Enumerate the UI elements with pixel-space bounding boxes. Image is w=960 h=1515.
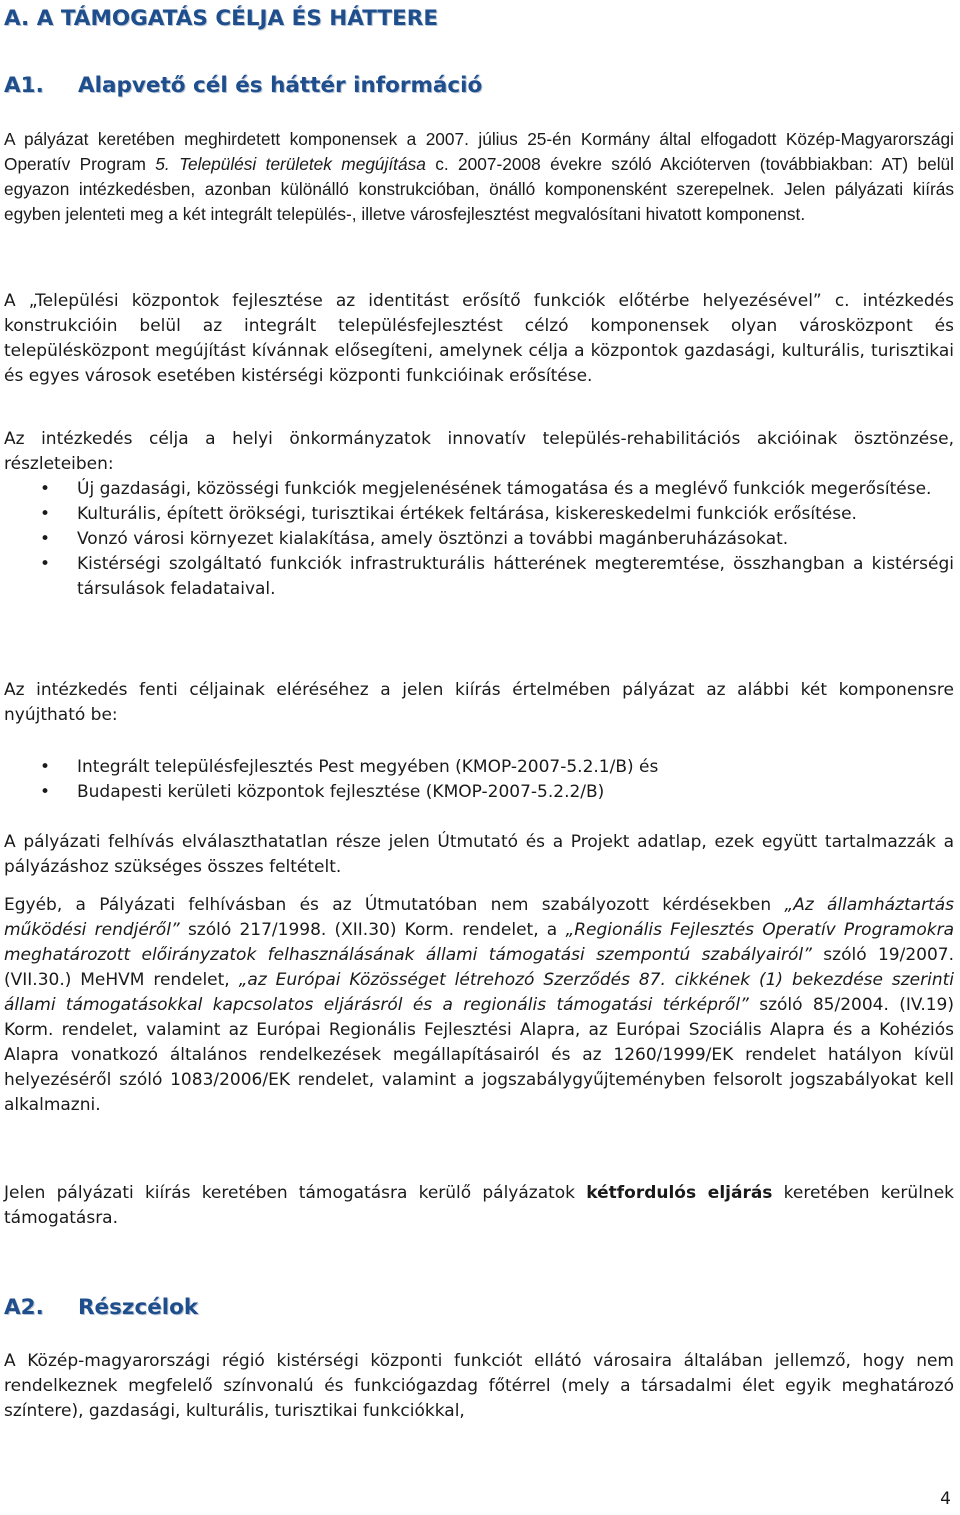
page-number: 4 — [940, 1489, 951, 1509]
paragraph-7: Jelen pályázati kiírás keretében támogatásra kerülő pályázatok kétfordulós eljárás keretében kerülnek támogatásra. — [4, 1183, 955, 1228]
paragraph-3: Az intézkedés célja a helyi önkormányzatok innovatív település-rehabilitációs akcióinak ösztönzése, részleteiben: — [4, 429, 954, 474]
paragraph-1 — [4, 127, 954, 227]
law-title-italic: „az Európai Közösséget létrehozó Szerződés 87. cikkének (1) bekezdése szerinti állami támogatásokkal kapcsolatos eljárásról és a regionális támogatási térképről” — [4, 970, 955, 1015]
subsection-a1-heading — [4, 73, 482, 98]
subsection-a1-number: A1. — [4, 73, 44, 98]
list-item: • Budapesti kerületi központok fejlesztése (KMOP-2007-5.2.2/B) — [4, 780, 954, 805]
list-item: • Kistérségi szolgáltató funkciók infrastrukturális hátterének megteremtése, összhangban a kistérségi társulások feladataival. — [40, 554, 954, 599]
law-title-italic: „Regionális Fejlesztés Operatív Programokra meghatározott előirányzatok felhasználásának állami támogatási szempontú szabályairól” — [4, 920, 954, 965]
components-list — [4, 755, 954, 805]
bullet-icon: • — [40, 504, 51, 524]
program-name-italic: 5. Települési területek megújítása — [155, 154, 426, 174]
list-item: • Kulturális, épített örökségi, turisztikai értékek feltárása, kiskereskedelmi funkciók erősítése. — [4, 502, 954, 527]
subsection-a2-title: Részcélok — [78, 1295, 199, 1320]
bullet-icon: • — [40, 782, 51, 802]
objectives-list — [4, 477, 954, 602]
subsection-a1-title: Alapvető cél és háttér információ — [78, 73, 483, 98]
bullet-icon: • — [40, 554, 51, 574]
paragraph-2: A „Települési központok fejlesztése az identitást erősítő funkciók előtérbe helyezésével” c. intézkedés konstrukcióin belül az integrált településfejlesztést célzó komponensek olyan városközpont és településközpont megújítást kívánnak elősegíteni, amelynek célja a központok gazdasági, kulturális, turisztikai és egyes városok esetében kistérségi központi funkcióinak erősítése. — [4, 291, 954, 386]
paragraph-5: A pályázati felhívás elválaszthatatlan része jelen Útmutató és a Projekt adatlap, ezek együtt tartalmazzák a pályázáshoz szükséges összes feltételt. — [4, 832, 954, 877]
section-title: A. A TÁMOGATÁS CÉLJA ÉS HÁTTERE — [4, 6, 439, 31]
paragraph-1-text-rest: c. 2007-2008 évekre szóló Akcióterven (továbbiakban: AT) belül egyazon intézkedésben, azonban különálló konstrukcióban, önálló komponensként szerepelnek. Jelen pályázati kiírás egyben jelenteti meg a két integrált település-, illetve városfejlesztést megvalósítani hivatott komponenst. — [4, 154, 954, 224]
list-item: • Vonzó városi környezet kialakítása, amely ösztönzi a további magánberuházásokat. — [4, 527, 954, 552]
bullet-icon: • — [40, 529, 51, 549]
subsection-a2-heading — [4, 1295, 198, 1320]
two-round-procedure-bold: kétfordulós eljárás — [586, 1183, 773, 1203]
bullet-icon: • — [40, 479, 51, 499]
subsection-a2-number: A2. — [4, 1295, 44, 1320]
list-item: • Integrált településfejlesztés Pest megyében (KMOP-2007-5.2.1/B) és — [4, 755, 954, 780]
paragraph-4: Az intézkedés fenti céljainak eléréséhez a jelen kiírás értelmében pályázat az alábbi két komponensre nyújtható be: — [4, 680, 954, 725]
list-item: • Új gazdasági, közösségi funkciók megjelenésének támogatása és a meglévő funkciók megerősítése. — [4, 477, 954, 502]
bullet-icon: • — [40, 757, 51, 777]
paragraph-8: A Közép-magyarországi régió kistérségi központi funkciót ellátó városaira általában jellemző, hogy nem rendelkeznek megfelelő színvonalú és funkciógazdag főtérrel (mely a társadalmi élet egyik meghatározó színtere), gazdasági, kulturális, turisztikai funkciókkal, — [4, 1351, 954, 1421]
law-title-italic: „Az államháztartás működési rendjéről” — [4, 895, 954, 940]
paragraph-1-text: A pályázat keretében meghirdetett komponensek a 2007. július 25-én Kormány által elfogadott Közép-Magyarországi Operatív Program — [4, 129, 954, 174]
paragraph-6: Egyéb, a Pályázati felhívásban és az Útmutatóban nem szabályozott kérdésekben „Az államháztartás működési rendjéről” szóló 217/1998. (XII.30) Korm. rendelet, a „Regionális Fejlesztés Operatív Programokra meghatározott előirányzatok felhasználásának állami támogatási szempontú szabályairól” szóló 19/2007. (VII.30.) MeHVM rendelet, „az Európai Közösséget létrehozó Szerződés 87. cikkének (1) bekezdése szerinti állami támogatásokkal kapcsolatos eljárásról és a regionális támogatási térképről” szóló 85/2004. (IV.19) Korm. rendelet, valamint az Európai Regionális Fejlesztési Alapra, az Európai Szociális Alapra és a Kohéziós Alapra vonatkozó általános rendelkezések megállapításairól és az 1260/1999/EK rendelet hatályon kívül helyezéséről szóló 1083/2006/EK rendelet, valamint a jogszabálygyűjteményben felsorolt jogszabályokat kell alkalmazni. — [4, 895, 955, 1115]
